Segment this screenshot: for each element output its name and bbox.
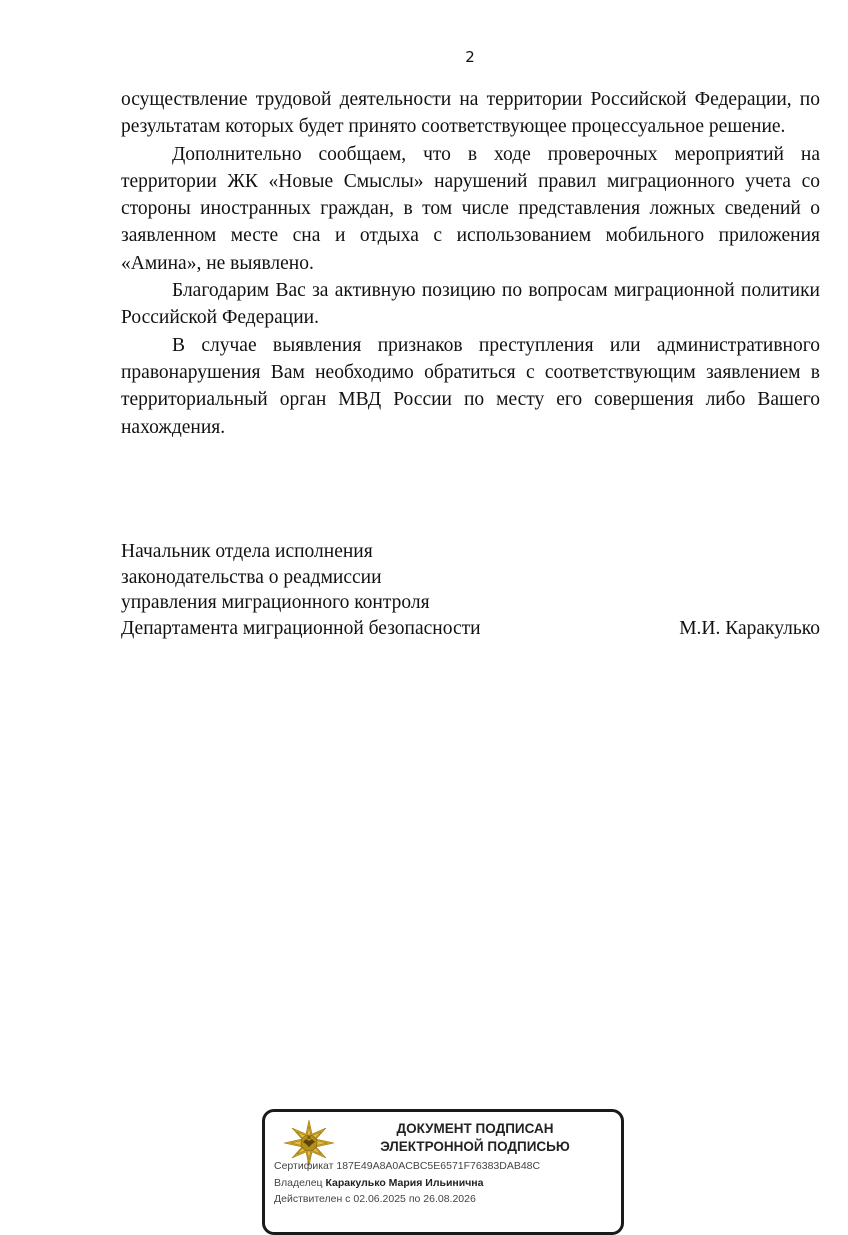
paragraph-inspection-result: Дополнительно сообщаем, что в ходе проверочных мероприятий на территории ЖК «Новые Смыслы» нарушений правил миграционного учета со стороны иностранных граждан, в том числе представления ложных сведений о заявленном месте сна и отдыха с использованием мобильного приложения «Амина», не выявлено. [121,143,820,274]
certificate-value: 187E49A8A0ACBC5E6571F76383DAB48C [336,1160,541,1172]
paragraph-gratitude: Благодарим Вас за активную позицию по вопросам миграционной политики Российской Федерации. [121,280,820,329]
owner-label: Владелец [274,1177,323,1189]
signature-block [121,539,820,642]
letter-body [121,86,820,441]
stamp-heading-line: ЭЛЕКТРОННОЙ ПОДПИСЬЮ [380,1139,570,1154]
page-number: 2 [465,48,475,66]
signatory-position-line: Департамента миграционной безопасности [121,618,481,640]
signatory-position-line: Начальник отдела исполнения [121,541,373,562]
certificate-label: Сертификат [274,1160,334,1172]
signatory-position-line: законодательства о реадмиссии [121,566,382,588]
paragraph-continuation: осуществление трудовой деятельности на территории Российской Федерации, по результатам которых будет принято соответствующее процессуальное решение. [121,89,820,138]
owner-value: Каракулько Мария Ильинична [325,1177,484,1189]
stamp-certificate [274,1160,540,1172]
paragraph-instructions: В случае выявления признаков преступления или административного правонарушения Вам необходимо обратиться с соответствующим заявлением в территориальный орган МВД России по месту его совершения либо Вашего нахождения. [121,334,820,438]
stamp-owner [274,1177,484,1189]
electronic-signature-stamp [262,1109,624,1235]
signatory-name: М.И. Каракулько [679,618,820,640]
stamp-validity: Действителен с 02.06.2025 по 26.08.2026 [274,1193,476,1205]
stamp-heading [335,1120,615,1156]
signatory-position-line: управления миграционного контроля [121,592,430,614]
stamp-heading-line: ДОКУМЕНТ ПОДПИСАН [396,1121,554,1136]
